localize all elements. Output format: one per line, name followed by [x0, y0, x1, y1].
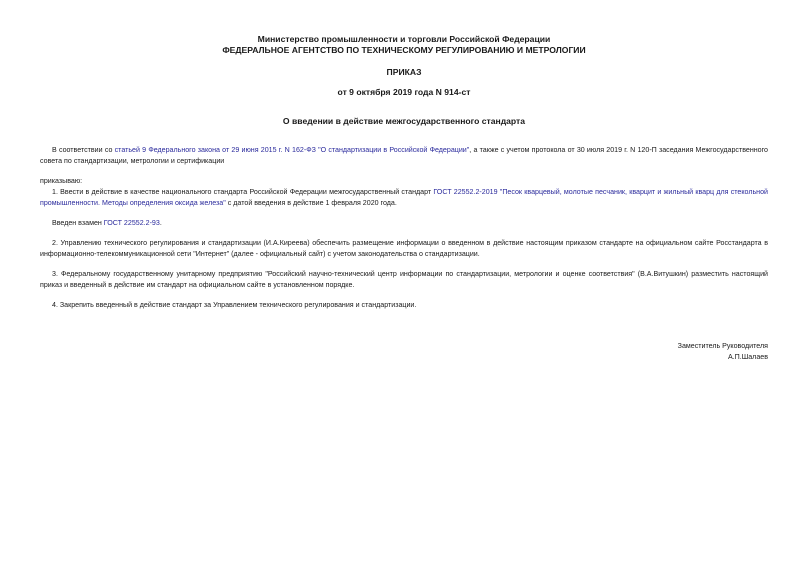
signatory-name: А.П.Шалаев — [727, 353, 768, 361]
federal-law-link[interactable]: статьей 9 Федерального закона от 29 июня 2015 г. N 162-ФЗ "О стандартизации в Российской Федерации" — [114, 146, 470, 154]
order-word: приказываю: — [40, 177, 83, 185]
gost-22552-2-93-link[interactable]: ГОСТ 22552.2-93 — [103, 219, 160, 227]
replaced-standard-paragraph — [40, 218, 768, 229]
replaced-text-after: . — [159, 219, 162, 227]
document-subject: О введении в действие межгосударственного стандарта — [282, 116, 526, 126]
preamble-text-before: В соответствии со — [52, 146, 115, 154]
gost-22552-2-2019-link[interactable]: ГОСТ 22552.2-2019 "Песок кварцевый, молотые песчаник, кварцит и жильный кварц для стекольной промышленности. Методы определения оксида железа" — [40, 188, 769, 207]
signatory-position: Заместитель Руководителя — [677, 342, 768, 350]
item-4-paragraph: 4. Закрепить введенный в действие стандарт за Управлением технического регулирования и стандартизации. — [52, 301, 417, 309]
preamble-text-after: , а также с учетом протокола от 30 июля 2019 г. N 120-П заседания Межгосударственного совета по стандартизации, метрологии и сертификации — [40, 146, 768, 165]
document-date-number: от 9 октября 2019 года N 914-ст — [337, 87, 471, 97]
item-2-paragraph: 2. Управлению технического регулирования и стандартизации (И.А.Киреева) обеспечить размещение информации о введенном в действие настоящим приказом стандарте на официальном сайте Росстандарта в информационно-телекоммуникационной сети "Интернет" (далее - официальный сайт) с учетом законодательства о стандартизации. — [40, 239, 768, 258]
replaced-text-before: Введен взамен — [52, 219, 104, 227]
ministry-title: Министерство промышленности и торговли Российской Федерации — [257, 34, 551, 44]
item-1-text-before: 1. Ввести в действие в качестве национального стандарта Российской Федерации межгосударственный стандарт — [52, 188, 434, 196]
item-3-paragraph: 3. Федеральному государственному унитарному предприятию "Российский научно-технический центр информации по стандартизации, метрологии и оценке соответствия" (В.А.Витушкин) разместить настоящий приказ и введенный в действие им стандарт на официальном сайте в установленном порядке. — [40, 270, 768, 289]
preamble-paragraph — [40, 145, 768, 167]
item-1-paragraph — [40, 187, 768, 209]
item-1-text-after: с датой введения в действие 1 февраля 2020 года. — [225, 199, 397, 207]
document-type: ПРИКАЗ — [386, 67, 422, 77]
agency-title: ФЕДЕРАЛЬНОЕ АГЕНТСТВО ПО ТЕХНИЧЕСКОМУ РЕГУЛИРОВАНИЮ И МЕТРОЛОГИИ — [222, 45, 586, 55]
